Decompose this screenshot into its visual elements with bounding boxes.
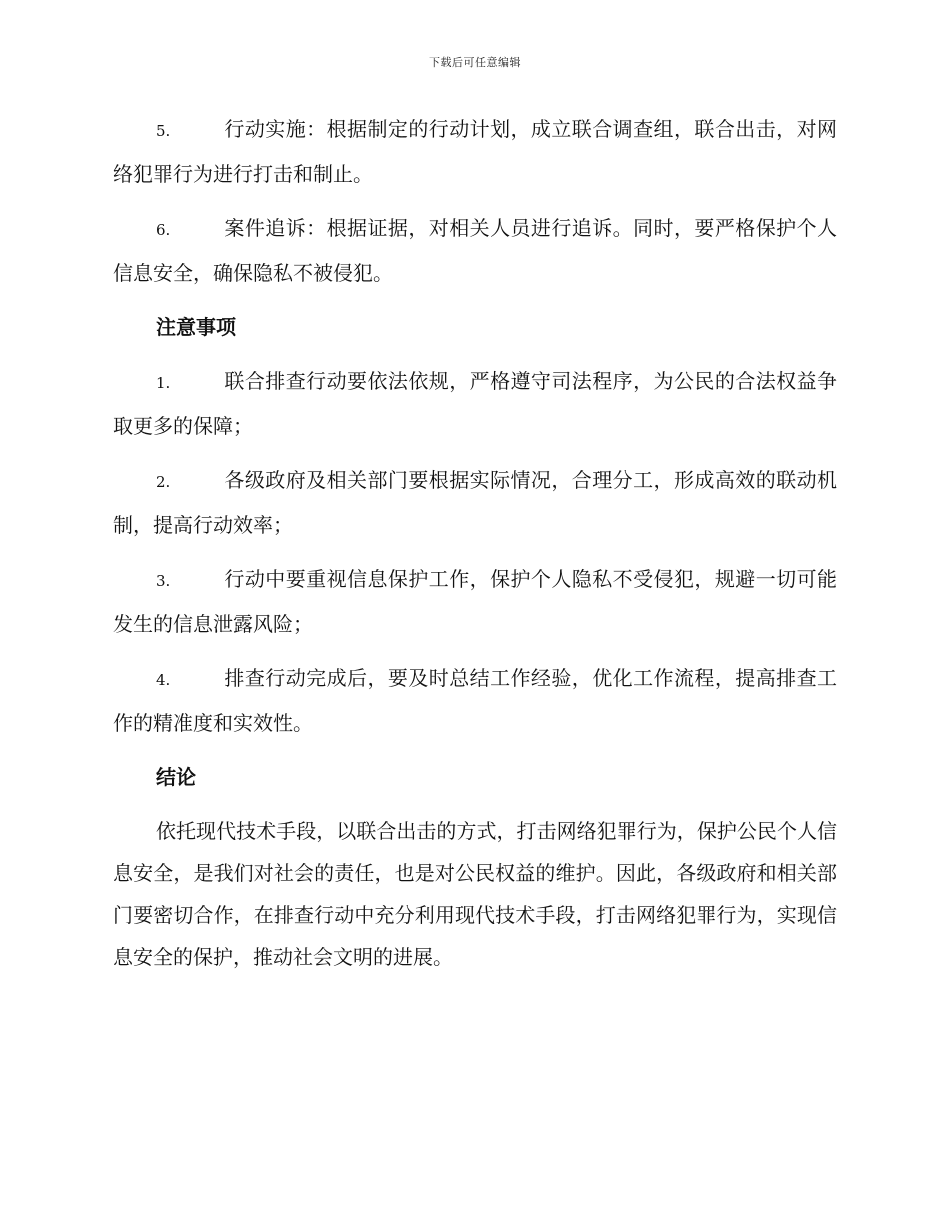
list-item [113, 108, 837, 196]
page-header: 下载后可任意编辑 [429, 56, 521, 69]
list-item [113, 459, 837, 547]
list-item-text: 案件追诉：根据证据，对相关人员进行追诉。同时，要严格保护个人信息安全，确保隐私不被侵犯。 [113, 216, 837, 285]
list-item [113, 558, 837, 646]
list-item [113, 657, 837, 745]
list-item-number: 5. [156, 122, 171, 140]
list-item-number: 3. [156, 572, 171, 590]
list-item [113, 360, 837, 448]
list-item-number: 1. [156, 374, 171, 392]
list-item-text: 联合排查行动要依法依规，严格遵守司法程序，为公民的合法权益争取更多的保障； [113, 369, 837, 438]
list-item-number: 2. [156, 473, 171, 491]
list-item-number: 4. [156, 671, 171, 689]
document-body [113, 108, 837, 978]
conclusion-paragraph: 依托现代技术手段，以联合出击的方式，打击网络犯罪行为，保护公民个人信息安全，是我们对社会的责任，也是对公民权益的维护。因此，各级政府和相关部门要密切合作，在排查行动中充分利用现代技术手段，打击网络犯罪行为，实现信息安全的保护，推动社会文明的进展。 [113, 819, 837, 969]
list-item-text: 行动中要重视信息保护工作，保护个人隐私不受侵犯，规避一切可能发生的信息泄露风险； [113, 567, 837, 636]
list-item-text: 行动实施：根据制定的行动计划，成立联合调查组，联合出击，对网络犯罪行为进行打击和制止。 [113, 117, 837, 186]
section-heading-conclusion: 结论 [156, 765, 196, 789]
section-heading-notes: 注意事项 [156, 315, 236, 339]
list-item-text: 各级政府及相关部门要根据实际情况，合理分工，形成高效的联动机制，提高行动效率； [113, 468, 837, 537]
list-item-number: 6. [156, 221, 171, 239]
list-item-text: 排查行动完成后，要及时总结工作经验，优化工作流程，提高排查工作的精准度和实效性。 [113, 666, 837, 735]
list-item [113, 207, 837, 295]
